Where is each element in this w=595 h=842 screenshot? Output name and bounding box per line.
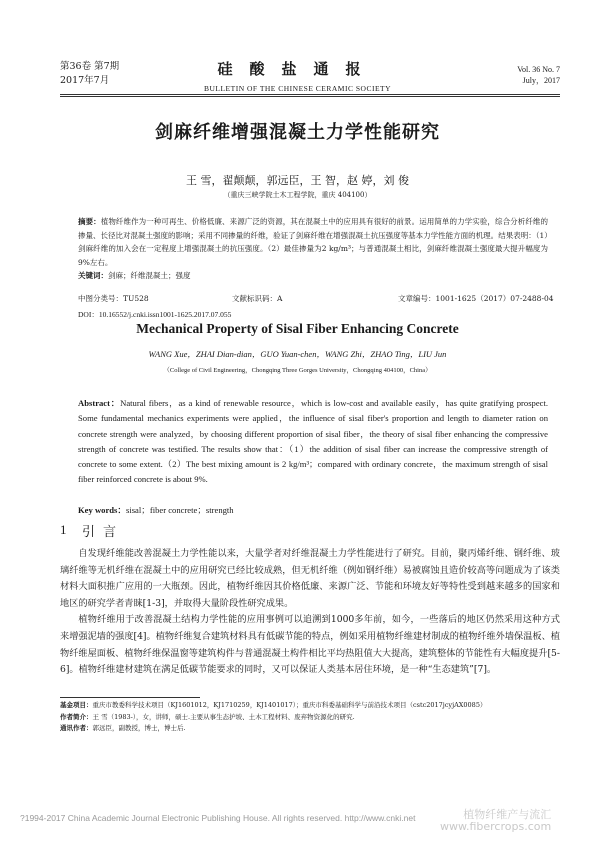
journal-name-cn: 硅酸盐通报 bbox=[217, 60, 378, 78]
site-watermark bbox=[440, 809, 551, 833]
authors-en: WANG Xue，ZHAI Dian-dian，GUO Yuan-chen，WANG Zhi，ZHAO Ting，LIU Jun bbox=[148, 349, 447, 359]
header-rule-top bbox=[60, 94, 560, 95]
footnote-text: 郭远臣，副教授，博士，博士后. bbox=[92, 724, 186, 732]
affiliation-cn: （重庆三峡学院土木工程学院，重庆 404100） bbox=[223, 191, 372, 199]
affiliation-en: （College of Civil Engineering，Chongqing Three Gorges University，Chongqing 404100，China） bbox=[163, 367, 432, 374]
watermark-url: www.fibercrops.com bbox=[440, 820, 552, 833]
keywords-en: sisal；fiber concrete；strength bbox=[125, 505, 234, 515]
issue-date-en: July，2017 bbox=[522, 76, 560, 85]
keywords-en-line bbox=[78, 504, 234, 516]
abstract-en-label: Abstract： bbox=[78, 398, 121, 408]
document-code: 文献标识码：A bbox=[232, 294, 283, 303]
issue-date: 2017年7月 bbox=[60, 75, 110, 86]
footnote-author-bio bbox=[60, 712, 560, 724]
issue-volume-en: Vol. 36 No. 7 bbox=[517, 65, 560, 74]
header-rule-bottom bbox=[60, 96, 560, 97]
paper-title-cn: 剑麻纤维增强混凝土力学性能研究 bbox=[155, 122, 440, 143]
keywords-en-label: Key words： bbox=[78, 505, 126, 515]
section-title: 引言 bbox=[82, 525, 125, 540]
section-number: 1 bbox=[60, 522, 67, 537]
footnote-funding bbox=[60, 700, 560, 712]
body-text bbox=[60, 546, 560, 679]
abstract-cn-text: 植物纤维作为一种可再生、价格低廉、来源广泛的资源，其在混凝土中的应用具有很好的前景。运用简单的力学实验，综合分析纤维的掺量、长径比对混凝土强度的影响；采用不同掺量的纤维，验证了剑麻纤维在增强混凝土抗压强度等基本力学性能方面的机理。结果表明：（1）剑麻纤维的加入会在一定程度上增强混凝土的抗压强度。（2）最佳掺量为2 kg/m³；与普通混凝土相比，剑麻纤维混凝土强度最大提升幅度为9%左右。 bbox=[78, 217, 549, 267]
footnote-text: 王 雪（1983-），女，讲师，硕士.主要从事生态护坡、土木工程材料、废弃物资源化的研究. bbox=[92, 712, 355, 721]
issue-volume: 第36卷 第7期 bbox=[60, 61, 120, 72]
footnote-label: 通讯作者： bbox=[60, 724, 93, 732]
body-paragraph-2: 植物纤维用于改善混凝土结构力学性能的应用事例可以追溯到1000多年前，如今，一些落后的地区仍然采用这种方式来增强泥墙的强度[4]。植物纤维复合建筑材料具有低碳节能的特点，例如采用植物纤维建材制成的植物纤维外墙保温板、植物纤维屋面板、植物纤维保温窗等建筑构件与普通混凝土构件相比平均热阻值大大提高，建筑整体的节能性有大幅度提升[5-6]。植物纤维建材建筑在满足低碳节能要求的同时，又可以保证人类基本居住环境，是一种“生态建筑”[7]。 bbox=[60, 614, 560, 676]
keywords-cn-label: 关键词： bbox=[78, 271, 108, 281]
journal-name-en: BULLETIN OF THE CHINESE CERAMIC SOCIETY bbox=[203, 84, 392, 93]
body-paragraph-1: 自发现纤维能改善混凝土力学性能以来，大量学者对纤维混凝土力学性能进行了研究。目前，聚丙烯纤维、钢纤维、玻璃纤维等无机纤维在混凝土中的应用研究已经比较成熟，但无机纤维（例如钢纤维）易被腐蚀且造价较高等问题成为了该类材料大面积推广应用的一大瓶颈。因此，植物纤维因其价格低廉、来源广泛、节能和环境友好等特性受到越来越多的国家和地区的研究学者青睐[1-3]，并取得大量阶段性研究成果。 bbox=[60, 548, 560, 609]
issue-info-en bbox=[490, 64, 560, 86]
footnotes bbox=[60, 700, 560, 735]
authors-cn: 王 雪，翟颠颠，郭远臣，王 智，赵 婷，刘 俊 bbox=[186, 174, 409, 187]
footnote-label: 基金项目： bbox=[60, 701, 93, 709]
watermark-cn: 植物纤维产与流汇 bbox=[463, 808, 552, 821]
clc-number: 中图分类号：TU528 bbox=[78, 294, 149, 303]
footnote-text: 重庆市教委科学技术项目（KJ1601012，KJ1710259，KJ1401017）；重庆市科委基础科学与前沿技术项目（cstc2017jcyjAX0085） bbox=[92, 701, 487, 709]
footnote-label: 作者简介： bbox=[60, 712, 93, 721]
footnote-rule bbox=[60, 697, 200, 698]
abstract-cn-label: 摘要： bbox=[78, 217, 101, 226]
article-number: 文章编号：1001-1625（2017）07-2488-04 bbox=[398, 294, 554, 303]
keywords-cn: 剑麻；纤维混凝土；强度 bbox=[108, 271, 191, 281]
abstract-en-text: Natural fibers，as a kind of renewable resource，which is low-cost and available easily，has quite gratifying prospect. Some fundamental mechanics experiments were applied，the influence of sisal fiber's proportion and length to diameter ration on concrete strength were analyzed，by choosing different proportion of sisal fiber，the theory of sisal fiber enhancing the compressive strength of concrete was testified. The results show that：（1）the addition of sisal fiber can increase the compressive strength of concrete to some extent.（2）The best mixing amount is 2 kg/m³；compared with ordinary concrete，the maximum strength of sisal fiber reinforced concrete is about 9%. bbox=[78, 398, 548, 485]
copyright-footer: ?1994-2017 China Academic Journal Electronic Publishing House. All rights reserved. http://www.cnki.net bbox=[20, 813, 416, 823]
doi: DOI：10.16552/j.cnki.issn1001-1625.2017.07.055 bbox=[78, 310, 232, 319]
footnote-corresponding bbox=[60, 723, 560, 735]
abstract-en bbox=[78, 396, 548, 488]
paper-title-en: Mechanical Property of Sisal Fiber Enhancing Concrete bbox=[136, 321, 459, 336]
abstract-cn bbox=[78, 215, 548, 283]
